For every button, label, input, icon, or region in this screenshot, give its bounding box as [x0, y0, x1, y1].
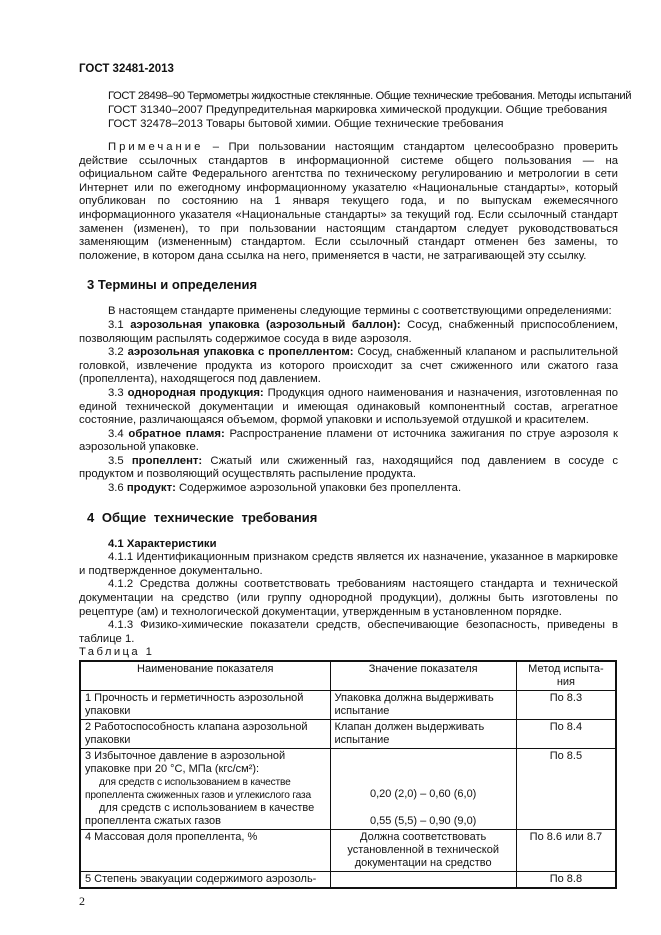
- term-definition: 3.5 пропеллент: Сжатый или сжиженный газ, находящийся под давлением в сосуде с продуктом и позволяющий осуществлять распыление продукта.: [79, 454, 619, 481]
- reference-item: ГОСТ 31340–2007 Предупредительная маркировка химической продукции. Общие требования: [108, 104, 608, 116]
- term: обратное пламя:: [128, 427, 225, 440]
- section-3-intro: В настоящем стандарте применены следующие термины с соответствующими определениями:: [108, 305, 612, 318]
- note-label: Примечание: [108, 141, 204, 153]
- page-body: [79, 141, 618, 889]
- term: продукт:: [126, 482, 176, 495]
- subsection-heading: 4.1 Характеристики: [108, 537, 217, 550]
- body-paragraph: 4.1.2 Средства должны соответствовать требованиям настоящего стандарта и технической документации на средство (или группу однородной продукции), должны быть изготовлены по рецептуре (ам) и технологической документации, утвержденным в установленном порядке.: [79, 578, 618, 618]
- note-text: – При пользовании настоящим стандартом целесообразно проверить действие ссылочных стандартов в информационной системе общего пользования — на официальном сайте Федерального агентства по техническому регулированию и метрологии в сети Интернет или по ежегодному информационному указателю «Национальные стандарты», который опубликован по состоянию на 1 января текущего года, и по выпускам ежемесячного информационного указателя «Национальные стандарты» за текущий год. Если ссылочный стандарт заменен (изменен), то при пользовании настоящим стандартом следует руководствоваться заменяющим (измененным) стандартом. Если ссылочный стандарт отменен без замены, то положение, в котором дана ссылка на него, применяется в части, не затрагивающей эту ссылку.: [79, 141, 618, 262]
- section-4-heading: 4 Общие технические требования: [87, 509, 318, 525]
- term-definition: 3.6 продукт: Содержимое аэрозольной упаковки без пропеллента.: [108, 482, 462, 495]
- term-definition: 3.2 аэрозольная упаковка с пропеллентом: Сосуд, снабженный клапаном и распылительной головкой, извлечение продукта из которого происходит за счет сжиженного или сжатого газа (пропеллента), находящегося под давлением.: [79, 346, 619, 386]
- term: пропеллент:: [131, 454, 203, 467]
- page-number: 2: [79, 894, 85, 908]
- characteristics-table: [79, 660, 617, 889]
- term: аэрозольная упаковка с пропеллентом:: [127, 346, 354, 359]
- table-row: 2 Работоспособность клапана аэрозольной упаковки Клапан должен выдерживать испытание По 8.4: [80, 720, 616, 749]
- term: однородная продукция:: [127, 386, 264, 399]
- normative-references: [108, 89, 632, 131]
- table-header-row: [80, 661, 616, 691]
- note-paragraph: [79, 141, 618, 263]
- term-definition: 3.1 аэрозольная упаковка (аэрозольный баллон): Сосуд, снабженный приспособлением, позволяющим распылять содержимое сосуда в виде аэрозоля.: [79, 318, 618, 345]
- reference-item: ГОСТ 32478–2013 Товары бытовой химии. Общие технические требования: [108, 118, 504, 130]
- column-header: Значение показателя: [330, 661, 516, 691]
- table-label: Таблица 1: [79, 646, 155, 659]
- body-paragraph: 4.1.1 Идентификационным признаком средств является их назначение, указанное в маркировке и подтвержденное документально.: [79, 551, 618, 577]
- term-definition: 3.4 обратное пламя: Распространение пламени от источника зажигания по струе аэрозоля к аэрозольной упаковке.: [79, 427, 618, 454]
- body-paragraph: 4.1.3 Физико-химические показатели средств, обеспечивающие безопасность, приведены в таблице 1.: [79, 619, 618, 645]
- reference-item: ГОСТ 28498–90 Термометры жидкостные стеклянные. Общие технические требования. Методы испытаний: [108, 90, 632, 102]
- term: аэрозольная упаковка (аэрозольный баллон):: [130, 318, 401, 331]
- column-header: Наименование показателя: [80, 661, 330, 691]
- table-row: 5 Степень эвакуации содержимого аэрозоль- По 8.8: [80, 872, 616, 889]
- table-row: 3 Избыточное давление в аэрозольной упаковке при 20 °С, МПа (кгс/см²): для средств с использованием в качестве пропеллента сжиженных газов и углекислого газа для средств с использованием в качестве пропеллента сжатых газов 0,20 (2,0) – 0,60 (6,0) 0,55 (5,5) – 0,90 (9,0) По 8.5: [80, 749, 616, 830]
- table-row: 1 Прочность и герметичность аэрозольной упаковки Упаковка должна выдерживать испытание По 8.3: [80, 691, 616, 720]
- document-id-header: ГОСТ 32481-2013: [79, 63, 174, 75]
- table-row: 4 Массовая доля пропеллента, % Должна соответствовать установленной в технической документации на средство По 8.6 или 8.7: [80, 830, 616, 872]
- column-header: Метод испыта-ния: [516, 661, 616, 691]
- term-definition: 3.3 однородная продукция: Продукция одного наименования и назначения, изготовленная по единой технической документации и имеющая одинаковый компонентный состав, агрегатное состояние, различающаяся объемом, формой упаковки и используемой отдушкой и красителем.: [79, 386, 618, 427]
- section-3-heading: 3 Термины и определения: [87, 277, 258, 293]
